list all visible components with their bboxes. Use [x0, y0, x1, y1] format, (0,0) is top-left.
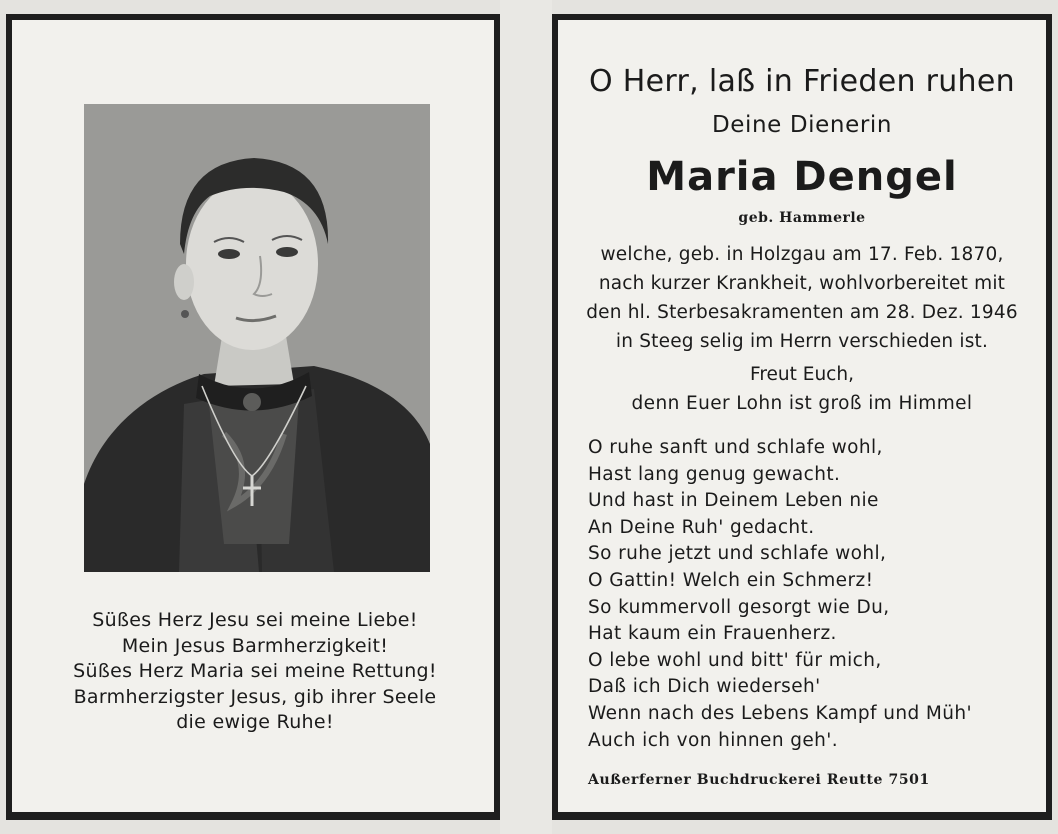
poem-line: Hast lang genug gewacht.	[588, 463, 841, 485]
maiden-name: geb. Hammerle	[738, 210, 866, 226]
poem-line: An Deine Ruh' gedacht.	[588, 516, 815, 538]
prayer-line: die ewige Ruhe!	[176, 711, 334, 733]
poem-line: Und hast in Deinem Leben nie	[588, 490, 879, 512]
heading-subtitle: Deine Dienerin	[711, 112, 893, 138]
prayer-line: Mein Jesus Barmherzigkeit!	[121, 634, 389, 657]
prayer-line: Barmherzigster Jesus, gib ihrer Seele	[73, 685, 437, 708]
poem-line: O Gattin! Welch ein Schmerz!	[588, 569, 874, 591]
bio-line: nach kurzer Krankheit, wohlvorbereitet mit	[598, 273, 1006, 294]
card-fold	[500, 0, 552, 834]
poem-line: Daß ich Dich wiederseh'	[588, 676, 821, 698]
heading-prayer: O Herr, laß in Frieden ruhen	[589, 64, 1015, 99]
bio-line: welche, geb. in Holzgau am 17. Feb. 1870,	[600, 244, 1004, 265]
poem-line: O lebe wohl und bitt' für mich,	[588, 649, 882, 671]
right-card-panel	[552, 14, 1052, 820]
poem-line: So kummervoll gesorgt wie Du,	[588, 596, 890, 618]
verse-intro-continued: denn Euer Lohn ist groß im Himmel	[631, 393, 973, 414]
printer-credit: Außerferner Buchdruckerei Reutte 7501	[588, 772, 930, 788]
prayer-line: Süßes Herz Maria sei meine Rettung!	[73, 660, 437, 682]
prayer-lines	[42, 608, 468, 736]
biography	[558, 240, 1046, 356]
poem-line: O ruhe sanft und schlafe wohl,	[588, 437, 883, 458]
poem-line: So ruhe jetzt und schlafe wohl,	[588, 543, 887, 565]
poem-line: Auch ich von hinnen geh'.	[588, 729, 839, 751]
poem-line: Hat kaum ein Frauenherz.	[588, 623, 837, 645]
bio-line: in Steeg selig im Herrn verschieden ist.	[615, 331, 989, 352]
prayer-line: Süßes Herz Jesu sei meine Liebe!	[92, 609, 418, 631]
deceased-name: Maria Dengel	[646, 154, 958, 200]
left-card-panel	[6, 14, 500, 820]
poem	[588, 435, 1028, 754]
poem-line: Wenn nach des Lebens Kampf und Müh'	[588, 702, 973, 724]
bio-line: den hl. Sterbesakramenten am 28. Dez. 1946	[586, 302, 1018, 323]
verse-intro: Freut Euch,	[750, 364, 854, 385]
portrait-photo	[84, 104, 430, 572]
